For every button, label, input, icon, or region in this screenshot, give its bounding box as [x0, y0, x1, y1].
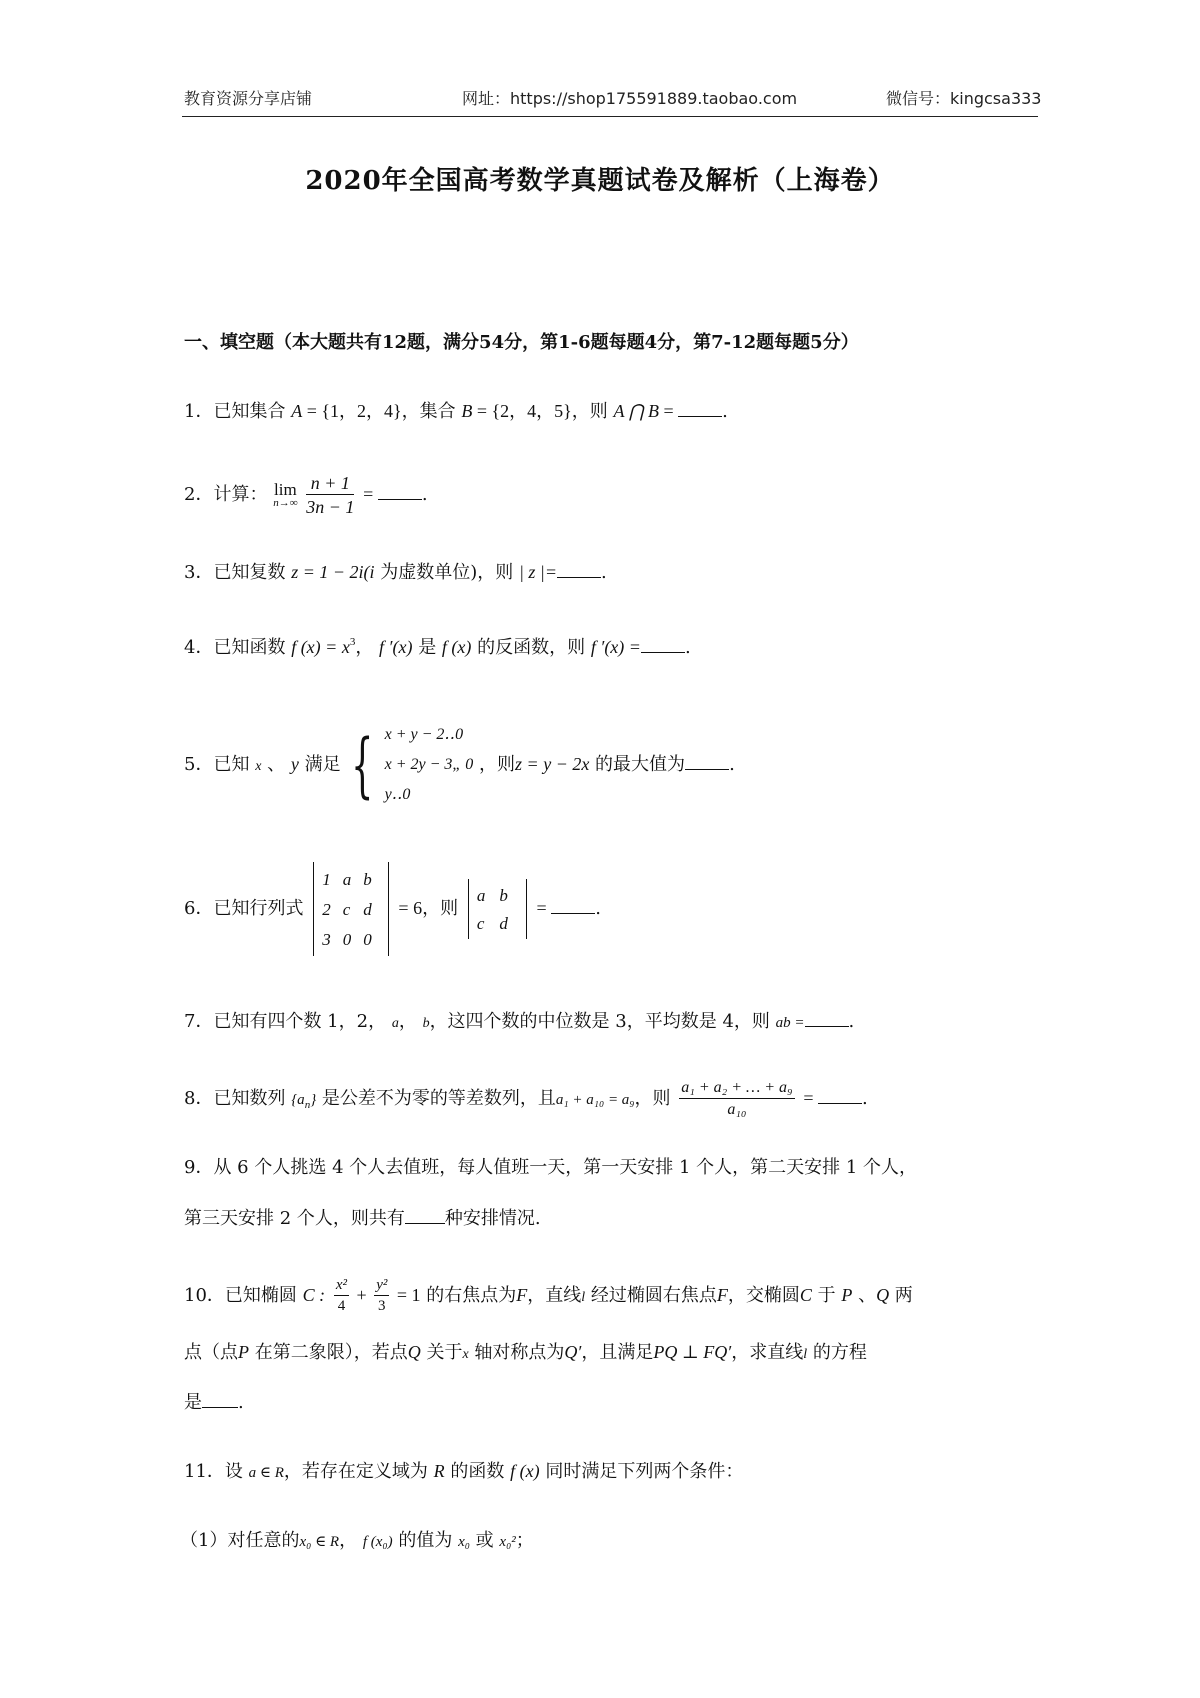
- answer-blank: [805, 1012, 849, 1027]
- question-10-line-3: 是 .: [184, 1392, 244, 1413]
- question-11: 11．设 a ∈ R，若存在定义域为 R 的函数 f (x) 同时满足下列两个条件：: [184, 1461, 744, 1482]
- system-brace: {: [351, 724, 374, 806]
- question-4: 4．已知函数 f $(x) = x^3$， f ′(x) 是 f (x) 的反函数，则 f ′(x) = .: [184, 636, 691, 658]
- question-10-line-1: 10．已知椭圆 C : $\frac{\text{x²}}{4}$ + $\frac{\text{y²}}{3}$ = 1 的右焦点为F，直线l 经过椭圆右焦点F，交椭圆C 于 P 、Q 两: [184, 1277, 913, 1314]
- determinant-2x2: a b c d: [468, 879, 527, 939]
- answer-blank: [202, 1393, 238, 1408]
- page-title: 2020年全国高考数学真题试卷及解析（上海卷）: [305, 166, 895, 196]
- answer-blank: [551, 899, 595, 914]
- question-9-line-2: 第三天安排 2 个人，则共有 种安排情况.: [184, 1208, 541, 1229]
- answer-blank: [405, 1209, 445, 1224]
- question-5: 5．已知 x 、 y 满足 { x + y − 2‥0 x + 2y − 3„ 0 y‥0 ，则z = y − 2x 的最大值为 .: [184, 720, 735, 810]
- question-10-line-2: 点（点P 在第二象限），若点Q 关于x 轴对称点为Q′，且满足PQ ⊥ FQ′，求直线l 的方程: [184, 1342, 867, 1363]
- question-9-line-1: 9．从 6 个人挑选 4 个人去值班，每人值班一天，第一天安排 1 个人，第二天安排 1 个人，: [184, 1157, 918, 1178]
- header-shop: 教育资源分享店铺: [184, 89, 313, 108]
- answer-blank: [557, 563, 601, 578]
- answer-blank: [685, 755, 729, 770]
- header-url[interactable]: 网址：https://shop175591889.taobao.com: [462, 89, 798, 108]
- determinant-3x3: 1 a b 2 c d 3 0 0: [313, 862, 389, 956]
- question-6: 6．已知行列式 1 a b 2 c d 3 0 0 = 6，则 a b c d = .: [184, 862, 601, 956]
- header-wechat: 微信号：kingcsa333: [886, 89, 1042, 108]
- question-3: 3．已知复数 z = 1 − 2i(i 为虚数单位)，则 | z |= .: [184, 562, 607, 583]
- inequality-system: x + y − 2‥0 x + 2y − 3„ 0 y‥0: [384, 726, 474, 803]
- question-8: 8．已知数列 $\{a_n\}$ 是公差不为零的等差数列，且a₁ + a₁₀ = a₉，则 $\frac{\text{a₁ + a₂ + … + a₉}}{\text{a₁₀}}$ = .: [184, 1079, 868, 1118]
- question-1: 1．已知集合 A = {1，2，4}，集合 B = {2，4，5}，则 A ⋂ B = .: [184, 401, 728, 422]
- question-7: 7．已知有四个数 1，2， a， b，这四个数的中位数是 3，平均数是 4，则 ab = .: [184, 1011, 855, 1032]
- answer-blank: [641, 638, 685, 653]
- section-heading: 一、填空题（本大题共有12题，满分54分，第1-6题每题4分，第7-12题每题5分）: [184, 332, 859, 353]
- answer-blank: [678, 402, 722, 417]
- answer-blank: [378, 485, 422, 500]
- header-divider: [182, 116, 1038, 117]
- question-11-condition-1: （1）对任意的x₀ ∈ R， f (x₀) 的值为 x₀ 或 x₀²；: [180, 1530, 534, 1551]
- answer-blank: [818, 1089, 862, 1104]
- question-2: 2．计算： lim n→∞ $\frac{n + 1}{3n - 1}$ = .: [184, 473, 428, 517]
